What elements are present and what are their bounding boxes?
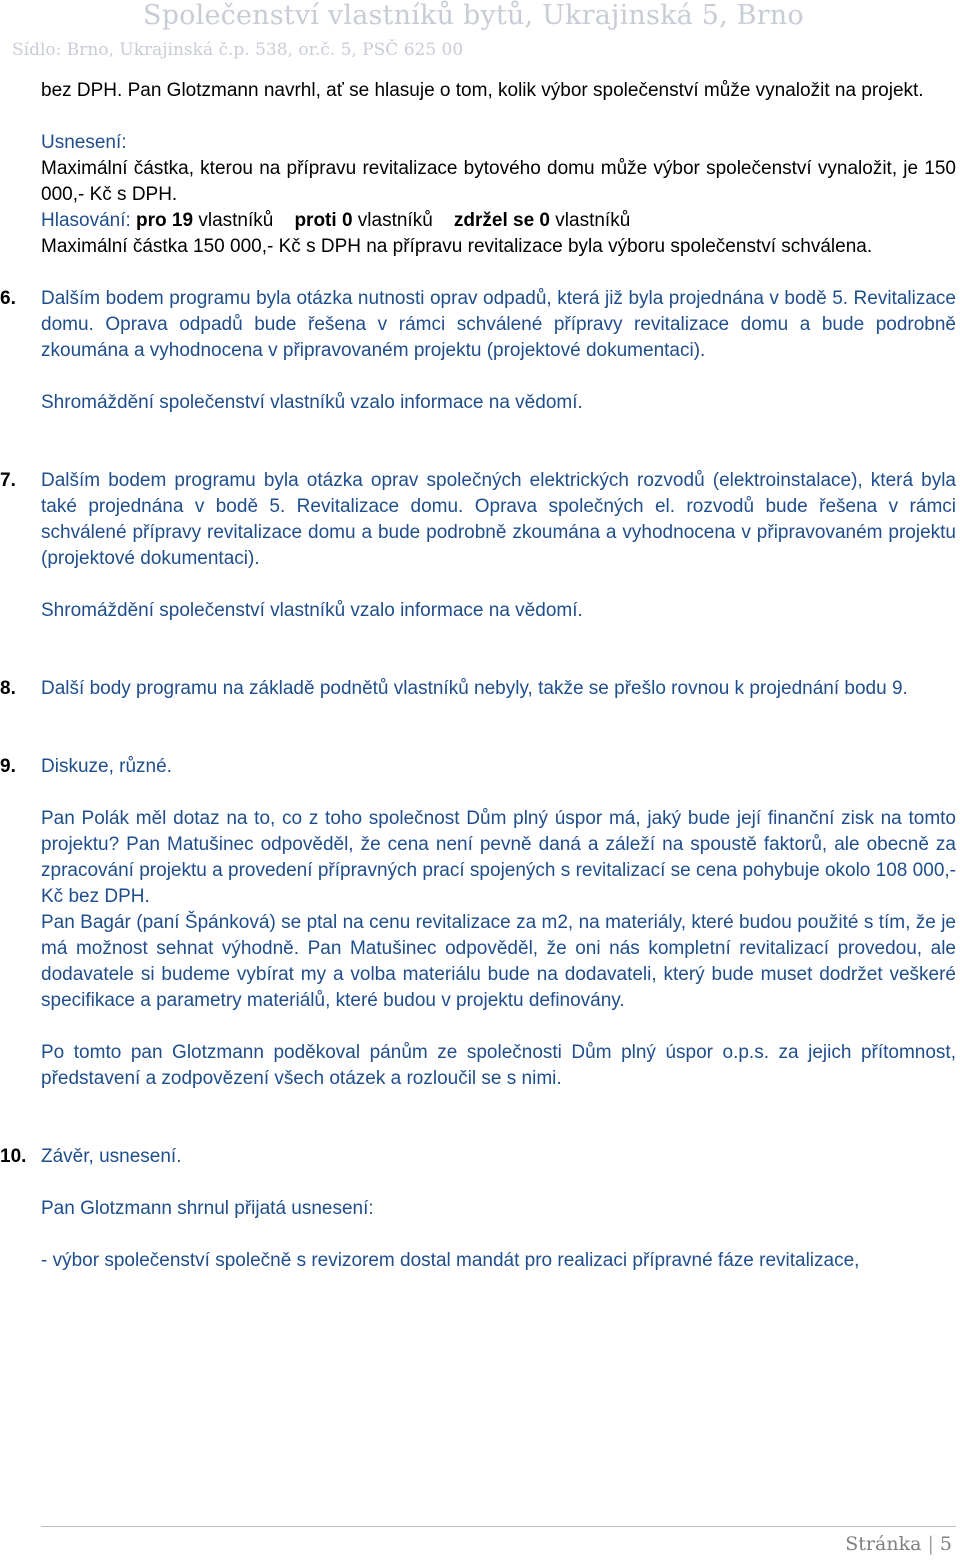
page-number-label bbox=[845, 1533, 952, 1555]
vote-against-suffix: vlastníků bbox=[352, 210, 454, 231]
agenda-item-8 bbox=[0, 676, 956, 702]
item-text-rest: Oprava odpadů bude řešena v rámci schválené přípravy revitalizace domu a bude podrobně zkoumána a vyhodnocena v připravovaném projektu (projektové dokumentaci). bbox=[41, 314, 956, 361]
item-7-note: Shromáždění společenství vlastníků vzalo informace na vědomí. bbox=[41, 600, 583, 621]
page-header bbox=[0, 0, 960, 68]
vote-for-suffix: vlastníků bbox=[193, 210, 295, 231]
item-number: 8. bbox=[0, 678, 16, 699]
agenda-item-9 bbox=[0, 754, 956, 780]
vote-for: pro 19 bbox=[136, 210, 194, 231]
item-text-blue: Dalším bodem programu byla otázka nutnosti oprav odpadů, která již byla projednána v bodě 5. Revitalizace domu. bbox=[41, 288, 956, 335]
discussion-paragraph-1 bbox=[41, 806, 956, 910]
item-text-rest: Oprava společných el. rozvodů bude řešena v rámci schválené přípravy revitalizace domu a bude podrobně zkoumána a vyhodnocena v připravovaném projektu (projektové dokumentaci). bbox=[41, 496, 956, 569]
page-number: 5 bbox=[939, 1533, 952, 1555]
discussion-paragraph-3: Po tomto pan Glotzmann poděkoval pánům ze společnosti Dům plný úspor o.p.s. za jejich přítomnost, představení a zodpovězení všech otázek a rozloučil se s nimi. bbox=[41, 1042, 956, 1089]
discussion-paragraph-2 bbox=[41, 910, 956, 1014]
agenda-item-10 bbox=[0, 1144, 956, 1170]
paragraph-intro: bez DPH. Pan Glotzmann navrhl, ať se hlasuje o tom, kolik výbor společenství může vynaložit na projekt. bbox=[41, 80, 924, 101]
vote-label: Hlasování: bbox=[41, 210, 137, 231]
page-footer bbox=[41, 1526, 956, 1559]
discussion-question: Pan Polák měl dotaz na to, co z toho společnost Dům plný úspor má, jaký bude její finanční zisk na tomto projektu? bbox=[41, 808, 956, 855]
agenda-item-6 bbox=[0, 286, 956, 364]
item-6-note: Shromáždění společenství vlastníků vzalo informace na vědomí. bbox=[41, 392, 583, 413]
vote-result: Maximální částka 150 000,- Kč s DPH na přípravu revitalizace byla výboru společenství schválena. bbox=[41, 236, 873, 257]
page-separator: | bbox=[927, 1533, 934, 1555]
resolution-label: Usnesení: bbox=[41, 132, 127, 153]
item-text bbox=[41, 468, 956, 572]
page-label: Stránka bbox=[845, 1533, 922, 1555]
item-text: Další body programu na základě podnětů vlastníků nebyly, takže se přešlo rovnou k projednání bodu 9. bbox=[41, 678, 908, 699]
item-text: Závěr, usnesení. bbox=[41, 1146, 182, 1167]
item-text: Diskuze, různé. bbox=[41, 756, 172, 777]
discussion-answer: Pan Matušinec odpověděl, že cena není pevně daná a záleží na spoustě faktorů, ale obecně za zpracování projektu a provedení přípravných prací spojených s revitalizací se cena pohybuje okolo 108 000,- Kč bez DPH. bbox=[41, 834, 956, 907]
vote-abstain: zdržel se 0 bbox=[453, 210, 550, 231]
summary-resolution: - výbor společenství společně s revizorem dostal mandát pro realizaci přípravné fáze revitalizace, bbox=[41, 1250, 860, 1271]
header-subtitle: Sídlo: Brno, Ukrajinská č.p. 538, or.č. 5, PSČ 625 00 bbox=[12, 40, 464, 60]
vote-against: proti 0 bbox=[294, 210, 353, 231]
vote-abstain-suffix: vlastníků bbox=[550, 210, 631, 231]
item-number: 6. bbox=[0, 288, 16, 309]
agenda-item-7 bbox=[0, 468, 956, 572]
item-number: 9. bbox=[0, 756, 16, 777]
resolution-text: Maximální částka, kterou na přípravu revitalizace bytového domu může výbor společenství vynaložit, je 150 000,- Kč s DPH. bbox=[41, 158, 956, 205]
vote-line bbox=[41, 208, 956, 234]
item-number: 10. bbox=[0, 1146, 27, 1167]
header-title: Společenství vlastníků bytů, Ukrajinská 5, Brno bbox=[143, 0, 804, 31]
discussion-answer: Pan Matušinec odpověděl, že oni nás kompletní revitalizací provedou, ale dodavatele si budeme vybírat my a volba materiálu bude na dodavateli, který bude muset dodržet veškeré specifikace a parametry materiálů, které budou v projektu definovány. bbox=[41, 938, 956, 1011]
discussion-question: Pan Bagár (paní Špánková) se ptal na cenu revitalizace za m2, na materiály, které budou použité s tím, že je má možnost sehnat výhodně. bbox=[41, 912, 956, 959]
item-number: 7. bbox=[0, 470, 16, 491]
document-body bbox=[0, 78, 956, 1274]
item-text-blue: Dalším bodem programu byla otázka oprav společných elektrických rozvodů (elektroinstalace), která byla také projednána v bodě 5. Revitalizace domu. bbox=[41, 470, 956, 517]
summary-intro: Pan Glotzmann shrnul přijatá usnesení: bbox=[41, 1198, 374, 1219]
item-text bbox=[41, 286, 956, 364]
